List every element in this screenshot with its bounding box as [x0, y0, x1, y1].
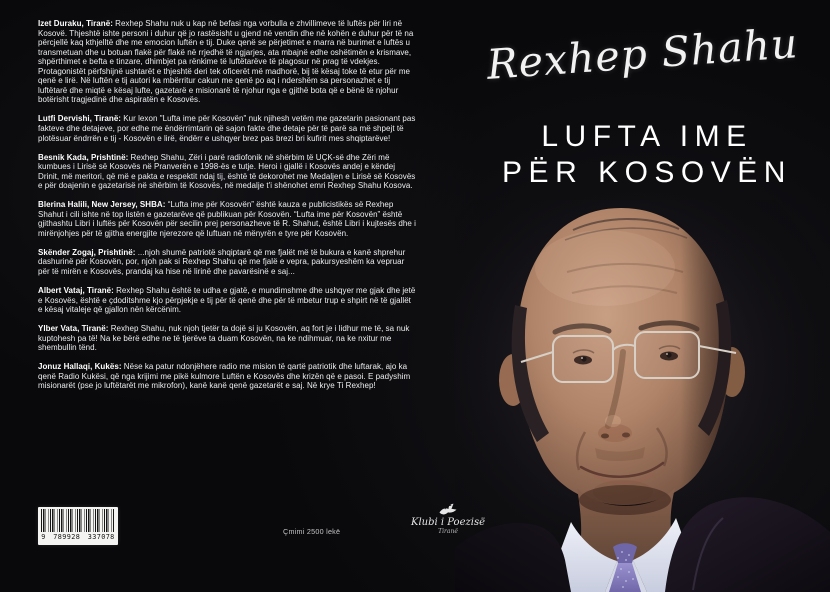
dove-icon [438, 503, 458, 516]
testimonial-author: Lutfi Dervishi, Tiranë: [38, 114, 122, 124]
title-line-1: LUFTA IME [541, 120, 753, 153]
testimonial [38, 153, 417, 191]
barcode [38, 507, 118, 545]
testimonial [38, 286, 417, 315]
testimonial [38, 200, 417, 238]
testimonial-author: Jonuz Hallaqi, Kukës: [38, 362, 122, 372]
author-signature: Rexhep Shahu [485, 19, 800, 89]
publisher-logo [400, 503, 496, 536]
front-cover [455, 0, 830, 592]
testimonial [38, 248, 417, 277]
testimonial-text: Rexhep Shahu, nuk njoh tjetër ta dojë si ju Kosovën, aq fort je i lidhur me të, sa nuk kuptohesh pa të! Na ke bërë edhe ne të tjerëve ta duam Kosovën, na ke ndihmuar, na ke nxitur me shembullin tënd. [38, 324, 410, 353]
portrait-illustration [455, 200, 830, 592]
testimonial-author: Besnik Kada, Prishtinë: [38, 152, 129, 162]
head [512, 208, 736, 505]
testimonial-text: Rexhep Shahu nuk u kap në befasi nga vorbulla e zhvillimeve të luftës për liri në Kosovë. Thjeshtë ishte personi i duhur që jo rastësisht u gjend në vendin dhe në kohën e duhur për të na përcjellë kaq kthjelltë dhe me emocion luftën e tij. Duke qenë se përjetimet e marra në burimet e luftës u transmetuan dhe u botuan flakë për flakë në rrjedhë të ngjarjes, ata mbajnë edhe oshëtimën e krismave, shpërthimet e befta e tinzare, dhimbjet pa rënkime të luftëtarëve të plagosur në prag të vdekjes. Protagonistët përfshijnë ushtarët e thjeshtë deri tek oficerët më madhorë, bij të kësaj toke të etur për me qenë e lirë. Në luftën e tij autori ka mbërritur cakun me qenë po aq i ndershëm sa personazhet e tij luftëtarë dhe miqtë e kësaj lufte, gazetarë e misionarë të njohur nga e gjithë bota që e bënë të njohur botërisht tragjedinë dhe aspiratën e Kosovës. [38, 19, 414, 105]
testimonial-text: “Lufta ime për Kosovën” është kauza e publicistikës së Rexhep Shahut i cili ishte në top listën e gazetarëve që publikuan për Kosovën. “Lufta ime për Kosovën” është gjithashtu Libri i luftës për Kosovën për secilin prej personazheve të R. Shahut, është Libri i kujtesës dhe i mirënjohjes për të gjitha energjite njerezore që luftuan në mënyrën e tyre për Kosovën. [38, 200, 416, 238]
author-portrait-photo [455, 200, 830, 592]
testimonial-text: ...njoh shumë patriotë shqiptarë që me fjalët më të bukura e kanë shprehur dashurinë për Kosovën, por, njoh pak si Rexhep Shahu që me fjalë e vepra, pakursyeshëm ka vepruar për të mirën e Kosovës, prandaj ka hise në lirinë dhe pavarësinë e saj... [38, 247, 406, 277]
testimonial-list [38, 19, 417, 401]
testimonial [38, 114, 417, 143]
testimonial-text: Rexhep Shahu është te udha e gjatë, e mundimshme dhe ushqyer me gjak dhe jetë e Kosovës, është e çdoditshme kjo përpjekje e tij për të qenë dhe për të mbetur trup e shpirt në të gjallët e kësaj vitaleje që gjallon nën kërcënim. [38, 286, 416, 315]
testimonial-text: Rexhep Shahu, Zëri i parë radiofonik në shërbim të UÇK-së dhe Zëri më kumbues i Lirisë së Kosovës në Pranverën e 1998-ës e tutje. Heroi i gjallë i Kosovës andej e këndej Drinit, më meritori, që më e pakta e respektit ndaj tij, është të dekorohet me Medaljen e Lirisë së Kosovës e për doajenin e gazetarisë në shërbim të Kosovës, në medalje t'i shënohet emri Rexhep Shahu Kosova. [38, 152, 416, 191]
testimonial-author: Albert Vataj, Tiranë: [38, 286, 114, 296]
barcode-bars [41, 509, 115, 532]
testimonial-text: Kur lexon "Lufta ime për Kosovën" nuk njihesh vetëm me gazetarin pasionant pas fakteve dhe detajeve, por edhe me ëndërrimtarin që sajon fakte dhe detaje për të parë sa më shpejt të plotësuar ëndrrën e tij - Kosovën e lirë, ëndërr e ushqyer brez pas brezi bri kufirit mes shqiptarëve! [38, 114, 416, 143]
testimonial-author: Blerina Halili, New Jersey, SHBA: [38, 200, 166, 210]
publisher-name: Klubi i Poezisë [410, 517, 486, 528]
publisher-city: Tiranë [438, 528, 458, 535]
testimonial-text: Nëse ka patur ndonjëhere radio me mision të qartë patriotik dhe luftarak, ajo ka qenë Radio Kukësi, që nga krijimi me pikë kulmore Luftën e Kosovës dhe krizën që e pasoi. E padyshim misionarët (pse jo luftëtarët me mikrofon), kanë kanë qenë gazetarët e saj. Në krye Ti Rexhep! [38, 362, 411, 391]
price-label: Çmimi 2500 lekë [283, 527, 341, 536]
title-line-2: PËR KOSOVËN [502, 156, 792, 189]
book-title [467, 119, 827, 191]
barcode-number: 9 789928 337078 [41, 533, 115, 541]
testimonial-author: Izet Duraku, Tiranë: [38, 19, 113, 28]
testimonial [38, 324, 417, 353]
testimonial [38, 19, 417, 105]
testimonial [38, 362, 417, 391]
testimonial-author: Ylber Vata, Tiranë: [38, 324, 109, 334]
testimonial-author: Skënder Zogaj, Prishtinë: [38, 247, 136, 257]
